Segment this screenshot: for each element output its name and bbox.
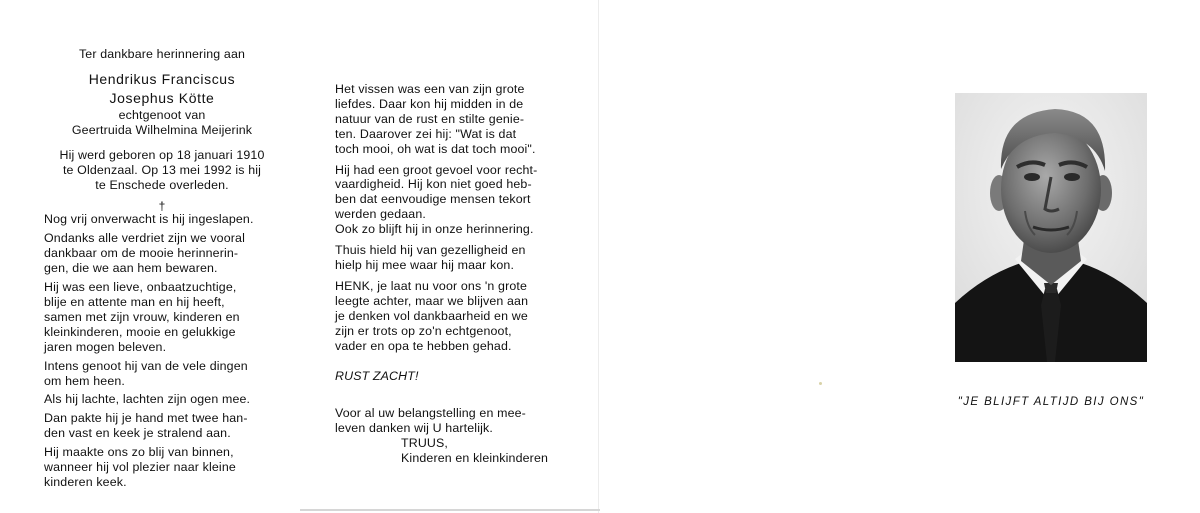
- bio-line: te Oldenzaal. Op 13 mei 1992 is hij: [62, 162, 262, 177]
- bio-line: Hij werd geboren op 18 januari 1910: [59, 147, 265, 162]
- portrait-photo: [955, 93, 1147, 362]
- text-line: kinderen keek.: [44, 474, 127, 489]
- text-line: zijn er trots op zo'n echtgenoot,: [335, 323, 512, 338]
- text-line: wanneer hij vol plezier naar kleine: [44, 460, 236, 475]
- thanks-line: Voor al uw belangstelling en mee-: [335, 406, 526, 421]
- signature-line: TRUUS,: [401, 436, 449, 451]
- text-line: jaren mogen beleven.: [44, 339, 167, 354]
- paragraph: [335, 163, 567, 238]
- paragraph: [44, 280, 280, 355]
- card-edge-shadow: [300, 509, 600, 511]
- cross-icon: †: [158, 199, 166, 214]
- card-fold: [598, 0, 599, 513]
- quote: "JE BLIJFT ALTIJD BIJ ONS": [957, 396, 1145, 408]
- text-line: Hij was een lieve, onbaatzuchtige,: [44, 280, 237, 295]
- text-line: HENK, je laat nu voor ons 'n grote: [335, 278, 528, 293]
- paragraph: [44, 212, 280, 227]
- text-line: ben dat eenvoudige mensen tekort: [335, 192, 531, 207]
- text-line: vader en opa te hebben gehad.: [335, 338, 512, 353]
- text-line: leegte achter, maar we blijven aan: [335, 293, 529, 308]
- text-line: blije en attente man en hij heeft,: [44, 294, 225, 309]
- left-text-body: [44, 212, 280, 489]
- text-line: Ondanks alle verdriet zijn we vooral: [44, 231, 245, 246]
- text-line: Het vissen was een van zijn grote: [335, 82, 525, 96]
- name-line-1: Hendrikus Franciscus: [88, 70, 236, 87]
- paragraph: [335, 82, 567, 157]
- middle-panel: [335, 82, 567, 466]
- signature-line: Kinderen en kleinkinderen: [401, 451, 549, 466]
- paragraph: [44, 411, 280, 441]
- rust-zacht: RUST ZACHT!: [335, 369, 419, 384]
- paragraph: [335, 243, 567, 273]
- name-line-2: Josephus Kötte: [109, 89, 215, 106]
- paragraph: [335, 279, 567, 354]
- left-panel: [44, 47, 280, 494]
- paragraph: [44, 359, 280, 389]
- text-line: Intens genoot hij van de vele dingen: [44, 358, 248, 373]
- middle-text-body: [335, 82, 567, 353]
- text-line: vaardigheid. Hij kon niet goed heb-: [335, 177, 532, 192]
- text-line: ten. Daarover zei hij: "Wat is dat: [335, 126, 517, 141]
- text-line: gen, die we aan hem bewaren.: [44, 261, 218, 276]
- text-line: den vast en keek je stralend aan.: [44, 426, 231, 441]
- text-line: natuur van de rust en stilte genie-: [335, 111, 525, 126]
- thanks-line: leven danken wij U hartelijk.: [335, 421, 493, 436]
- spouse-name: Geertruida Wilhelmina Meijerink: [71, 122, 253, 137]
- text-line: Als hij lachte, lachten zijn ogen mee.: [44, 392, 251, 407]
- text-line: liefdes. Daar kon hij midden in de: [335, 96, 524, 111]
- text-line: dankbaar om de mooie herinnerin-: [44, 246, 239, 261]
- paragraph: [44, 392, 280, 407]
- text-line: je denken vol dankbaarheid en we: [335, 308, 528, 323]
- text-line: Nog vrij onverwacht is hij ingeslapen.: [44, 212, 254, 227]
- text-line: Ook zo blijft hij in onze herinnering.: [335, 222, 534, 237]
- text-line: Dan pakte hij je hand met twee han-: [44, 411, 248, 426]
- text-line: kleinkinderen, mooie en gelukkige: [44, 324, 236, 339]
- text-line: Hij maakte ons zo blij van binnen,: [44, 445, 234, 460]
- bio-line: te Enschede overleden.: [95, 177, 229, 192]
- paragraph: [44, 445, 280, 490]
- text-line: toch mooi, oh wat is dat toch mooi".: [335, 141, 536, 156]
- text-line: om hem heen.: [44, 373, 126, 388]
- heading: Ter dankbare herinnering aan: [78, 47, 246, 61]
- text-line: samen met zijn vrouw, kinderen en: [44, 309, 240, 324]
- paper-speck: [819, 382, 822, 385]
- text-line: Thuis hield hij van gezelligheid en: [335, 243, 526, 258]
- spouse-intro: echtgenoot van: [118, 107, 206, 122]
- paragraph: [44, 231, 280, 276]
- text-line: hielp hij mee waar hij maar kon.: [335, 257, 515, 272]
- text-line: Hij had een groot gevoel voor recht-: [335, 162, 538, 177]
- text-line: werden gedaan.: [335, 207, 426, 222]
